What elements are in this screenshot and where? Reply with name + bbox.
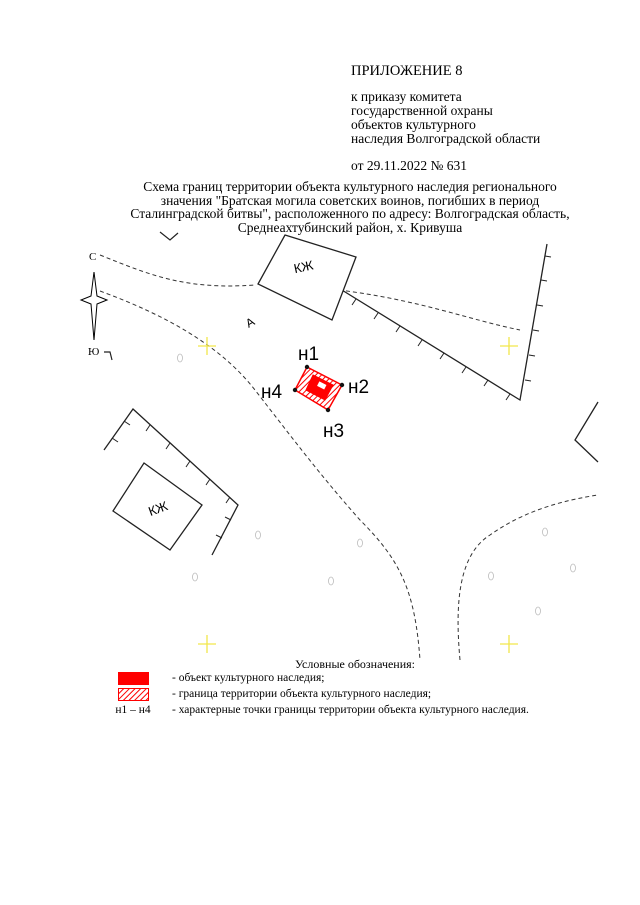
order-line: объектов культурного: [351, 117, 476, 132]
point-label-n4: н4: [261, 382, 283, 403]
compass-north-label: С: [89, 251, 97, 263]
compass-icon: [81, 251, 107, 358]
map-title-line: значения "Братская могила советских воинов, погибших в период: [160, 192, 540, 208]
tree-markers: [178, 354, 576, 615]
map-title-line: Среднеахтубинский район, х. Кривуша: [237, 219, 463, 235]
legend-boundary-swatch: [118, 688, 149, 701]
road-boundaries: [100, 255, 598, 660]
map-title-line: Схема границ территории объекта культурного наследия регионального: [143, 179, 557, 194]
fence-fragment-left: [104, 352, 112, 360]
legend-boundary-text: - граница территории объекта культурного наследия;: [172, 688, 432, 700]
building-label: КЖ: [292, 257, 315, 277]
fence-fragment-top: [160, 232, 178, 240]
legend-object-text: - объект культурного наследия;: [172, 672, 325, 684]
order-line: к приказу комитета: [351, 89, 462, 104]
heritage-boundary: [295, 367, 342, 410]
building-1: [258, 235, 356, 320]
legend-points-text: - характерные точки границы территории объекта культурного наследия.: [172, 704, 529, 716]
building-label: КЖ: [146, 498, 170, 519]
fence-right: [575, 402, 598, 462]
road-edge-right: [458, 495, 598, 660]
map-title-line: Сталинградской битвы", расположенного по адресу: Волгоградская область,: [130, 206, 570, 221]
compass-south-label: Ю: [88, 346, 100, 358]
point-label-n3: н3: [323, 421, 345, 442]
point-label-n2: н2: [348, 377, 370, 398]
legend-points-code: н1 – н4: [115, 704, 151, 716]
appendix-title: ПРИЛОЖЕНИЕ 8: [351, 63, 463, 79]
road-label: А: [243, 314, 258, 331]
legend-object-swatch: [118, 672, 149, 685]
order-line: государственной охраны: [351, 103, 493, 118]
order-line: наследия Волгоградской области: [351, 131, 541, 146]
building-2: [113, 463, 202, 550]
road-edge-top-left: [100, 255, 255, 286]
fence-ticks: [352, 256, 551, 400]
legend-title: Условные обозначения:: [294, 657, 416, 671]
order-date: от 29.11.2022 № 631: [351, 158, 467, 173]
point-label-n1: н1: [298, 344, 320, 365]
road-edge-top-right: [339, 290, 520, 330]
